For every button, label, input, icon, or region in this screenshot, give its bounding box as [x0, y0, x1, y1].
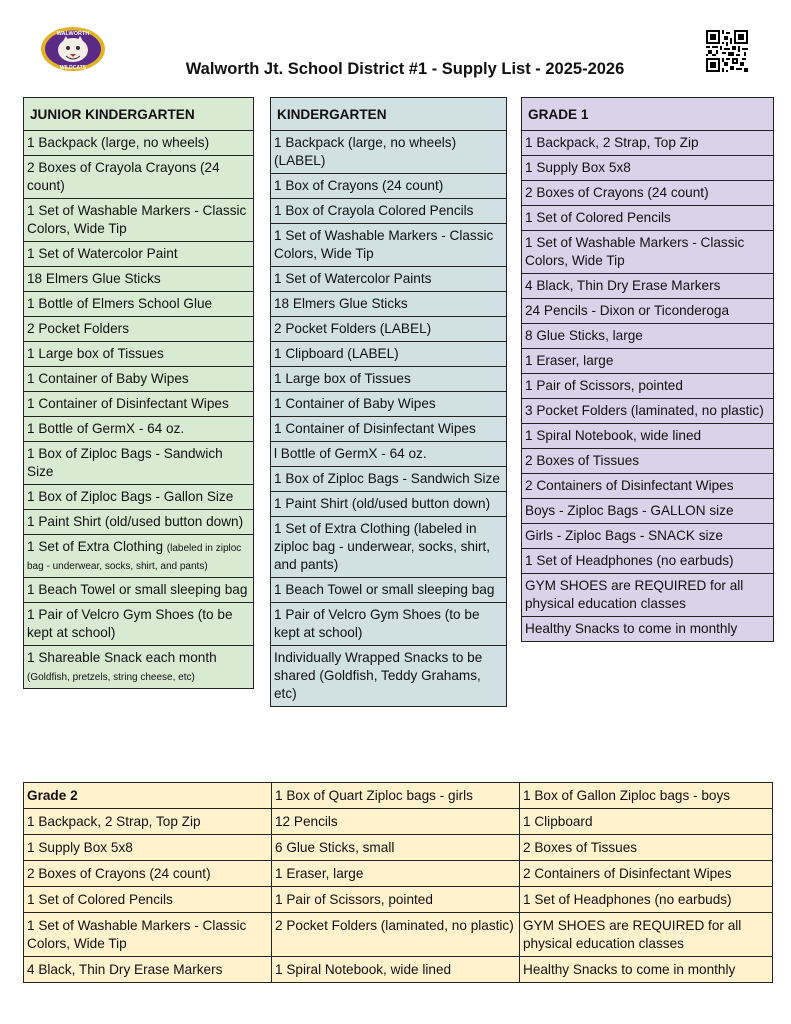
list-item: 1 Backpack, 2 Strap, Top Zip — [522, 131, 774, 156]
table-cell: 1 Supply Box 5x8 — [24, 835, 272, 861]
grade1-list — [521, 97, 774, 642]
list-item-snack — [24, 646, 254, 689]
list-item-snack-main: 1 Shareable Snack each month — [27, 650, 217, 665]
list-item: 1 Box of Crayons (24 count) — [271, 174, 507, 199]
list-item: 1 Backpack (large, no wheels) (LABEL) — [271, 131, 507, 174]
list-item: 1 Set of Washable Markers - Classic Colors, Wide Tip — [522, 231, 774, 274]
list-item: 1 Paint Shirt (old/used button down) — [271, 492, 507, 517]
list-item: Healthy Snacks to come in monthly — [522, 617, 774, 642]
list-item: 2 Boxes of Crayola Crayons (24 count) — [24, 156, 254, 199]
list-item: 1 Set of Watercolor Paints — [271, 267, 507, 292]
list-item: 24 Pencils - Dixon or Ticonderoga — [522, 299, 774, 324]
table-cell: 12 Pencils — [272, 809, 520, 835]
list-item: 8 Glue Sticks, large — [522, 324, 774, 349]
list-item: 1 Large box of Tissues — [24, 342, 254, 367]
list-item: Boys - Ziploc Bags - GALLON size — [522, 499, 774, 524]
table-cell: 1 Spiral Notebook, wide lined — [272, 957, 520, 983]
table-cell: 1 Box of Quart Ziploc bags - girls — [272, 783, 520, 809]
list-item-snack-note: (Goldfish, pretzels, string cheese, etc) — [27, 672, 195, 683]
list-item: 1 Container of Baby Wipes — [24, 367, 254, 392]
list-item: 1 Spiral Notebook, wide lined — [522, 424, 774, 449]
table-cell: 6 Glue Sticks, small — [272, 835, 520, 861]
list-item: 1 Set of Washable Markers - Classic Colors, Wide Tip — [271, 224, 507, 267]
list-item: 1 Set of Watercolor Paint — [24, 242, 254, 267]
kindergarten-header: KINDERGARTEN — [271, 98, 507, 131]
list-item: 4 Black, Thin Dry Erase Markers — [522, 274, 774, 299]
grade2-list — [23, 782, 773, 983]
list-item: 2 Pocket Folders — [24, 317, 254, 342]
table-cell: 1 Pair of Scissors, pointed — [272, 887, 520, 913]
list-item-extra-clothing-note: (labeled in ziploc bag - underwear, socks, shirt, and pants) — [27, 543, 242, 572]
list-item: 1 Container of Disinfectant Wipes — [271, 417, 507, 442]
table-row — [24, 861, 773, 887]
list-item: 1 Set of Colored Pencils — [522, 206, 774, 231]
list-item: 1 Pair of Velcro Gym Shoes (to be kept at school) — [271, 603, 507, 646]
list-item: 1 Bottle of GermX - 64 oz. — [24, 417, 254, 442]
list-item: 1 Backpack (large, no wheels) — [24, 131, 254, 156]
list-item: 1 Set of Extra Clothing (labeled in ziploc bag - underwear, socks, shirt, and pants) — [271, 517, 507, 578]
list-item: 2 Containers of Disinfectant Wipes — [522, 474, 774, 499]
table-cell: 4 Black, Thin Dry Erase Markers — [24, 957, 272, 983]
table-row — [24, 957, 773, 983]
list-item: 1 Bottle of Elmers School Glue — [24, 292, 254, 317]
grade2-header: Grade 2 — [24, 783, 272, 809]
list-item: 2 Boxes of Tissues — [522, 449, 774, 474]
list-item-extra-clothing-main: 1 Set of Extra Clothing — [27, 539, 167, 554]
list-item: 1 Container of Baby Wipes — [271, 392, 507, 417]
table-cell: 1 Backpack, 2 Strap, Top Zip — [24, 809, 272, 835]
table-cell: GYM SHOES are REQUIRED for all physical education classes — [520, 913, 773, 957]
table-cell: Healthy Snacks to come in monthly — [520, 957, 773, 983]
list-item: 1 Box of Ziploc Bags - Sandwich Size — [271, 467, 507, 492]
list-item: Individually Wrapped Snacks to be shared (Goldfish, Teddy Grahams, etc) — [271, 646, 507, 707]
list-item: 1 Box of Ziploc Bags - Gallon Size — [24, 485, 254, 510]
list-item: 1 Set of Washable Markers - Classic Colors, Wide Tip — [24, 199, 254, 242]
list-item: 2 Boxes of Crayons (24 count) — [522, 181, 774, 206]
junior-kindergarten-header: JUNIOR KINDERGARTEN — [24, 98, 254, 131]
table-cell: 1 Box of Gallon Ziploc bags - boys — [520, 783, 773, 809]
list-item: 1 Box of Ziploc Bags - Sandwich Size — [24, 442, 254, 485]
list-item: 1 Paint Shirt (old/used button down) — [24, 510, 254, 535]
district-logo — [40, 26, 106, 72]
table-cell: 1 Clipboard — [520, 809, 773, 835]
table-cell: 2 Pocket Folders (laminated, no plastic) — [272, 913, 520, 957]
table-row — [24, 835, 773, 861]
list-item: 2 Pocket Folders (LABEL) — [271, 317, 507, 342]
page-title: Walworth Jt. School District #1 - Supply List - 2025-2026 — [185, 60, 625, 78]
list-item: 18 Elmers Glue Sticks — [24, 267, 254, 292]
list-item: 1 Container of Disinfectant Wipes — [24, 392, 254, 417]
list-item: l Bottle of GermX - 64 oz. — [271, 442, 507, 467]
table-cell: 2 Containers of Disinfectant Wipes — [520, 861, 773, 887]
list-item: 1 Box of Crayola Colored Pencils — [271, 199, 507, 224]
grade1-header: GRADE 1 — [522, 98, 774, 131]
list-item: GYM SHOES are REQUIRED for all physical education classes — [522, 574, 774, 617]
table-cell: 2 Boxes of Tissues — [520, 835, 773, 861]
list-item-extra-clothing — [24, 535, 254, 578]
list-item: Girls - Ziploc Bags - SNACK size — [522, 524, 774, 549]
list-item: 1 Set of Headphones (no earbuds) — [522, 549, 774, 574]
table-cell: 1 Set of Headphones (no earbuds) — [520, 887, 773, 913]
logo-top-text: WALWORTH — [56, 31, 90, 37]
list-item: 1 Clipboard (LABEL) — [271, 342, 507, 367]
table-row — [24, 809, 773, 835]
table-cell: 1 Eraser, large — [272, 861, 520, 887]
list-item: 1 Beach Towel or small sleeping bag — [271, 578, 507, 603]
table-row — [24, 887, 773, 913]
list-item: 1 Eraser, large — [522, 349, 774, 374]
kindergarten-list — [270, 97, 507, 707]
logo-bottom-text: WILDCATS — [59, 65, 87, 71]
list-item: 1 Large box of Tissues — [271, 367, 507, 392]
list-item: 18 Elmers Glue Sticks — [271, 292, 507, 317]
table-cell: 2 Boxes of Crayons (24 count) — [24, 861, 272, 887]
qr-code[interactable] — [706, 30, 748, 72]
list-item: 3 Pocket Folders (laminated, no plastic) — [522, 399, 774, 424]
list-item: 1 Pair of Scissors, pointed — [522, 374, 774, 399]
table-cell: 1 Set of Colored Pencils — [24, 887, 272, 913]
table-row — [24, 913, 773, 957]
list-item: 1 Beach Towel or small sleeping bag — [24, 578, 254, 603]
list-item: 1 Pair of Velcro Gym Shoes (to be kept at school) — [24, 603, 254, 646]
table-cell: 1 Set of Washable Markers - Classic Colors, Wide Tip — [24, 913, 272, 957]
junior-kindergarten-list — [23, 97, 254, 689]
table-row — [24, 783, 773, 809]
list-item: 1 Supply Box 5x8 — [522, 156, 774, 181]
